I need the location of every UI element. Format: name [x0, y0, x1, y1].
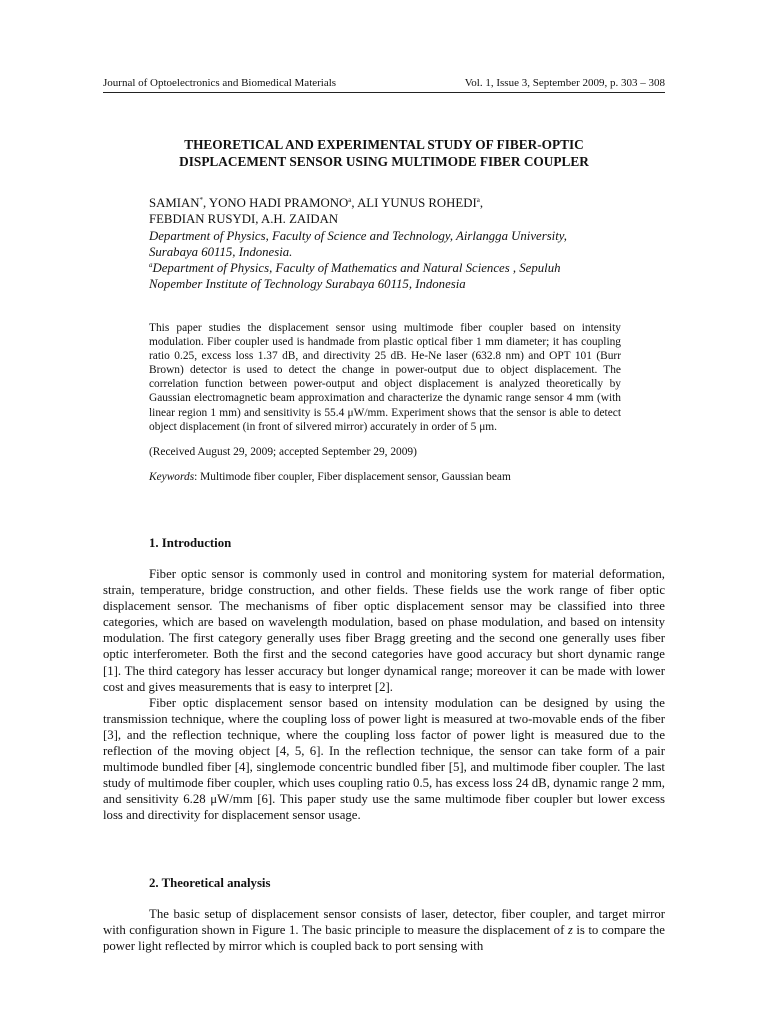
journal-name: Journal of Optoelectronics and Biomedical Materials: [103, 77, 337, 89]
author-mark: a: [348, 196, 352, 204]
author-block: [149, 195, 619, 292]
keywords-list: : Multimode fiber coupler, Fiber displacement sensor, Gaussian beam: [194, 470, 511, 483]
header-rule: [103, 92, 665, 93]
title-line-1: THEORETICAL AND EXPERIMENTAL STUDY OF FIBER-OPTIC: [184, 137, 584, 152]
author-line-1: [149, 195, 619, 211]
theory-paragraph-1: [103, 906, 665, 954]
section-heading-introduction: 1. Introduction: [149, 536, 232, 550]
affiliation-2-text: Department of Physics, Faculty of Mathematics and Natural Sciences , Sepuluh: [152, 261, 561, 275]
theoretical-analysis-body: [103, 906, 665, 954]
author-separator: ,: [479, 196, 484, 210]
affiliation-mark: a: [149, 261, 153, 269]
volume-info: Vol. 1, Issue 3, September 2009, p. 303 – 308: [464, 77, 665, 89]
variable-z: z: [567, 923, 573, 938]
author-mark: *: [199, 196, 203, 204]
author-rohedi: , ALI YUNUS ROHEDI: [351, 196, 477, 210]
introduction-paragraph-1: Fiber optic sensor is commonly used in control and monitoring system for material deformation, strain, temperature, bridge construction, and other fields. These fields use the work range of fiber optic displacement sensor. The mechanisms of fiber optic displacement sensor may be classified into three categories, which are based on wavelength modulation, based on phase modulation, and based on intensity modulation. The first category generally uses fiber Bragg greeting and the second one generally uses fiber optic interferometer. Both the first and the second categories have good accuracy but short dynamic range [1]. The third category has lesser accuracy but longer dynamical range; moreover it can be made with lower cost and gives measurements that is easy to interpret [2].: [103, 567, 665, 694]
paper-title: [103, 136, 665, 170]
theory-text-start: The basic setup of displacement sensor consists of laser, detector, fiber coupler, and target mirror with configuration shown in Figure 1. The basic principle to measure the displacement of: [103, 907, 665, 938]
author-line-2: FEBDIAN RUSYDI, A.H. ZAIDAN: [149, 212, 339, 226]
affiliation-block: [149, 228, 619, 292]
introduction-body: [103, 566, 665, 824]
author-pramono: , YONO HADI PRAMONO: [202, 196, 349, 210]
author-mark: a: [476, 196, 480, 204]
affiliation-2-line-1: [149, 260, 619, 276]
title-line-2: DISPLACEMENT SENSOR USING MULTIMODE FIBER COUPLER: [179, 154, 589, 169]
keywords-label: Keywords: [149, 470, 195, 483]
abstract-text: This paper studies the displacement sensor using multimode fiber coupler based on intensity modulation. Fiber coupler used is handmade from plastic optical fiber 1 mm diameter; it has coupling ratio 0.25, excess loss 1.37 dB, and directivity 25 dB. He-Ne laser (632.8 nm) and OPT 101 (Burr Brown) detector is used to detect the change in power-output due to object displacement. The correlation function between power-output and object displacement is analyzed theoretically by Gaussian electromagnetic beam approximation and characterize the dynamic range sensor 4 mm (with linear region 1 mm) and sensitivity is 55.4 μW/mm. Experiment shows that the sensor is able to detect object displacement (in front of silvered mirror) accurately in order of 5 μm.: [149, 322, 621, 433]
affiliation-1-line-1: Department of Physics, Faculty of Science and Technology, Airlangga University,: [149, 229, 567, 243]
author-samian: SAMIAN: [149, 196, 200, 210]
section-heading-theoretical-analysis: 2. Theoretical analysis: [149, 876, 271, 890]
received-dates: (Received August 29, 2009; accepted September 29, 2009): [149, 445, 417, 458]
abstract: [149, 321, 621, 484]
affiliation-2-line-2: Nopember Institute of Technology Surabaya 60115, Indonesia: [149, 277, 466, 291]
keywords: [149, 470, 621, 484]
introduction-paragraph-2: Fiber optic displacement sensor based on intensity modulation can be designed by using the transmission technique, where the coupling loss of power light is measured at two-movable ends of the fiber [3], and the reflection technique, where the coupling loss factor of power light is measured due to the reflection of the moving object [4, 5, 6]. In the reflection technique, the sensor can take form of a pair multimode bundled fiber [4], singlemode concentric bundled fiber [5], and multimode fiber coupler. The last study of multimode fiber coupler, which uses coupling ratio 0.5, has excess loss 24 dB, dynamic range 2 mm, and sensitivity 6.28 μW/mm [6]. This paper study use the same multimode fiber coupler but lower excess loss and directivity for displacement sensor usage.: [103, 695, 665, 823]
affiliation-1-line-2: Surabaya 60115, Indonesia.: [149, 245, 293, 259]
theory-text-end: is to compare the power light reflected by mirror which is coupled back to port sensing with: [103, 923, 665, 954]
